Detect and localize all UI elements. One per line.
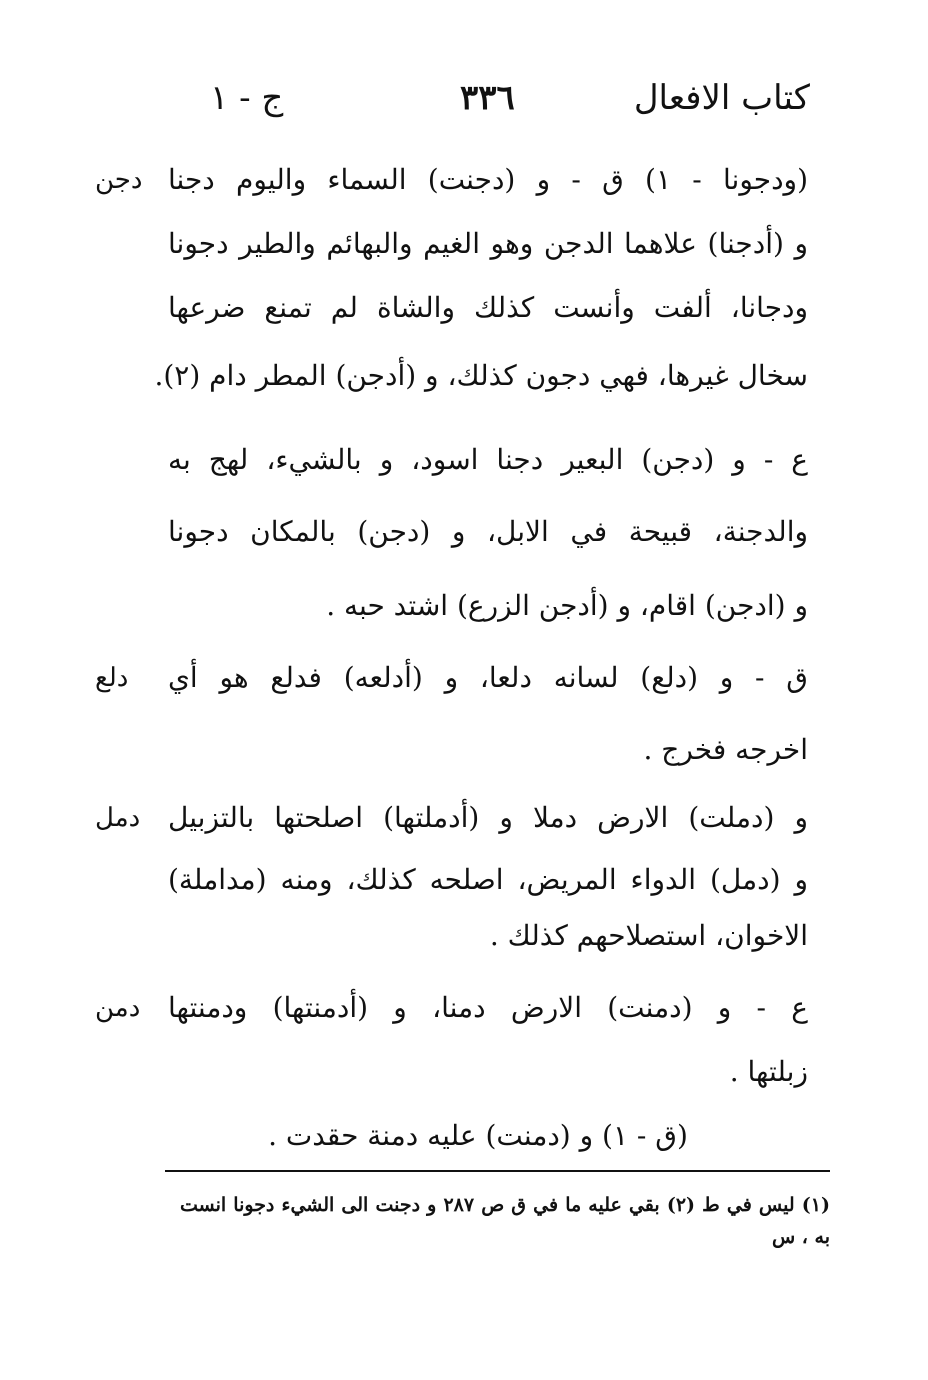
page-number: ٣٣٦	[460, 78, 515, 118]
book-title: كتاب الافعال	[633, 78, 810, 118]
text-line: زبلتها .	[729, 1055, 808, 1088]
text-line: سخال غيرها، فهي دجون كذلك، و (أدجن) المطر دام (٢).	[154, 359, 808, 392]
root-word: دجن	[95, 165, 143, 195]
text-line: اخرجه فخرج .	[643, 733, 808, 766]
text-line: (ودجونا - ١) ق - و (دجنت) السماء واليوم دجنا	[168, 163, 809, 196]
text-line: و (دملت) الارض دملا و (أدملتها) اصلحتها بالتزبيل	[168, 801, 808, 834]
text-line: و (ادجن) اقام، و (أدجن الزرع) اشتد حبه .	[326, 589, 808, 622]
text-line: الاخوان، استصلاحهم كذلك .	[489, 919, 808, 952]
page-header	[180, 78, 810, 128]
text-line: و (أدجنا) علاهما الدجن وهو الغيم والبهائم والطير دجونا	[168, 227, 808, 260]
root-word: دمن	[95, 993, 141, 1023]
text-line: ع - و (دمنت) الارض دمنا، و (أدمنتها) ودمنتها	[168, 991, 808, 1024]
text-line: ق - و (دلع) لسانه دلعا، و (أدلعه) فدلع هو أي	[168, 661, 808, 694]
text-line: ع - و (دجن) البعير دجنا اسود، و بالشيء، لهج به	[168, 443, 808, 476]
footnote-divider	[165, 1170, 830, 1172]
closing-line: (ق - ١) و (دمنت) عليه دمنة حقدت .	[268, 1119, 688, 1152]
volume-label: ج - ١	[210, 78, 284, 118]
footnote-line: به ، س	[771, 1226, 830, 1248]
footnote-line: (١) ليس في ط (٢) بقي عليه ما في ق ص ٢٨٧ و دجنت الى الشيء دجونا انست	[180, 1194, 830, 1216]
root-word: دمل	[95, 803, 141, 833]
root-word: دلع	[95, 663, 129, 693]
text-line: و (دمل) الدواء المريض، اصلحه كذلك، ومنه (مداملة)	[168, 863, 808, 896]
text-line: والدجنة، قبيحة في الابل، و (دجن) بالمكان دجونا	[168, 515, 808, 548]
text-line: ودجانا، ألفت وأنست كذلك والشاة لم تمنع ضرعها	[168, 291, 808, 324]
